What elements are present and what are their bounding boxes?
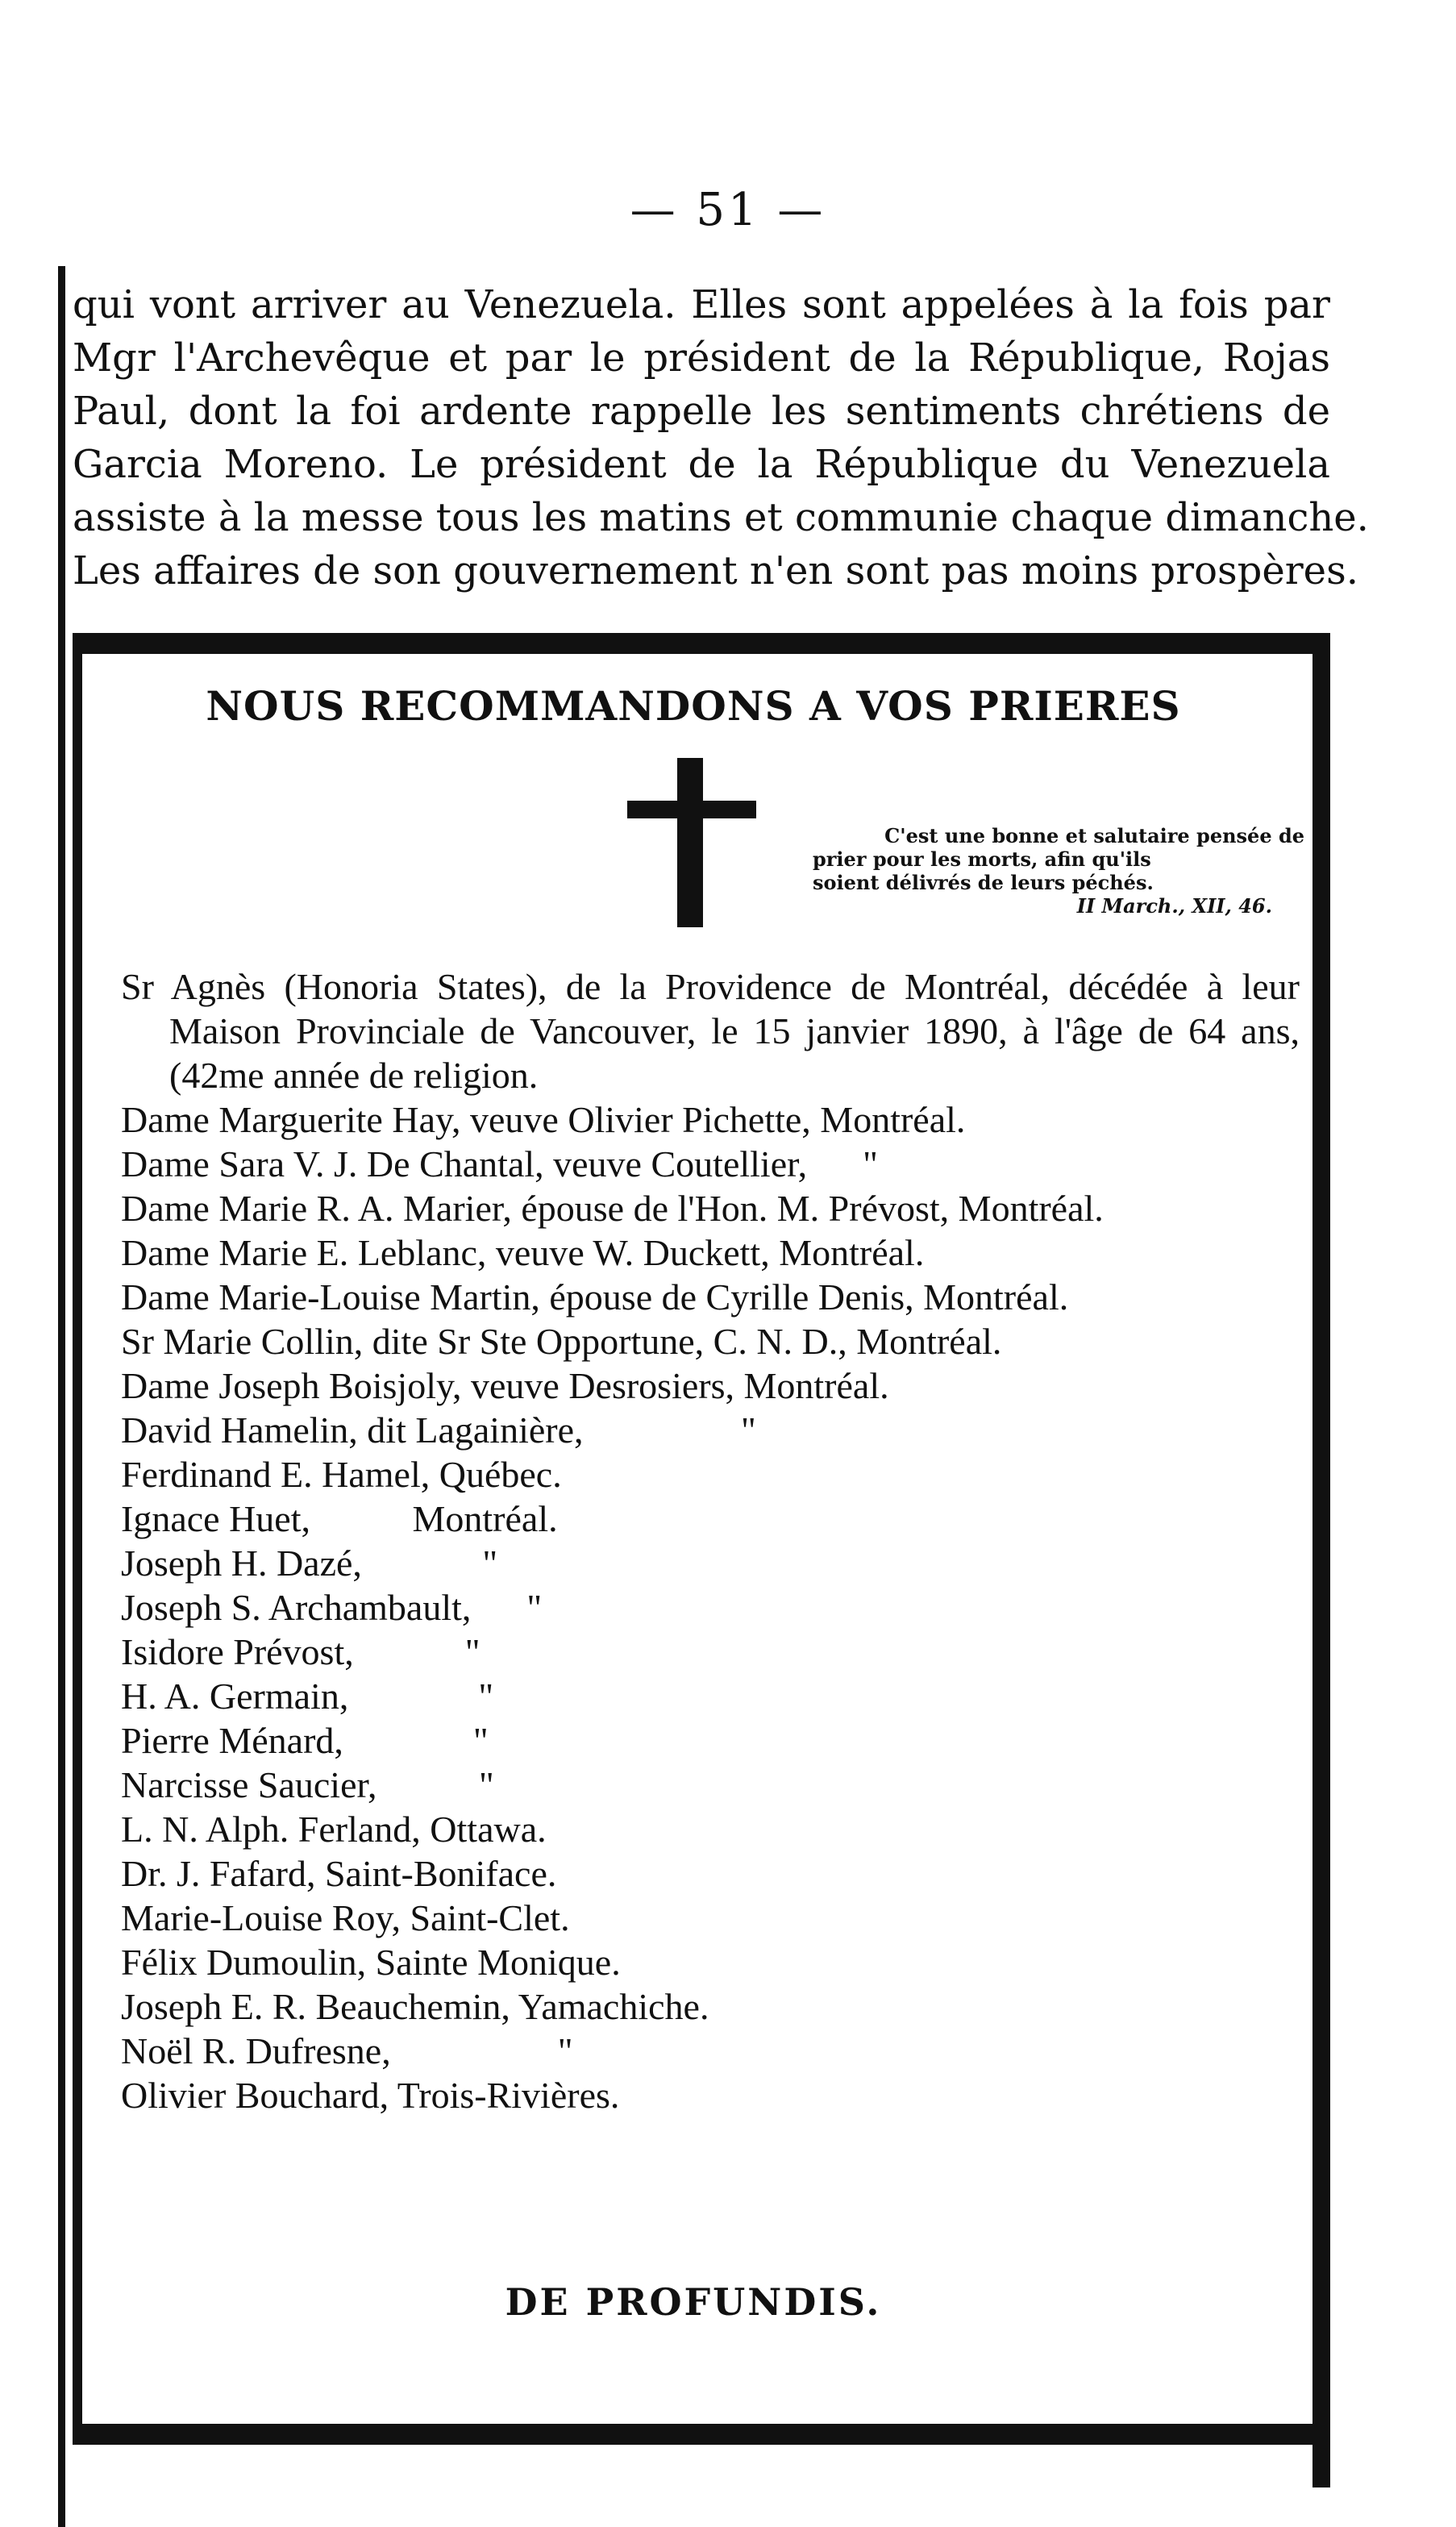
list-item: Sr Marie Collin, dite Sr Ste Opportune, C. N. D., Montréal. — [121, 1321, 1002, 1362]
notice-border-left — [73, 633, 82, 2445]
cross-icon-bar — [627, 801, 756, 818]
page-number: — 51 — — [630, 184, 826, 236]
intro-line: Garcia Moreno. Le président de la République du Venezuela — [73, 442, 1330, 487]
deceased-list — [121, 964, 1300, 2117]
list-item: H. A. Germain, " — [121, 1676, 494, 1717]
quote-line: soient délivrés de leurs péchés. — [813, 871, 1154, 894]
list-item: David Hamelin, dit Lagainière, " — [121, 1409, 756, 1451]
list-item: Joseph E. R. Beauchemin, Yamachiche. — [121, 1986, 709, 2027]
scripture-quote — [774, 824, 1304, 918]
list-item: Dame Sara V. J. De Chantal, veuve Coutellier, " — [121, 1143, 878, 1184]
list-item: Dame Marie-Louise Martin, épouse de Cyrille Denis, Montréal. — [121, 1276, 1069, 1318]
list-item: Isidore Prévost, " — [121, 1631, 480, 1672]
intro-paragraph — [73, 278, 1369, 597]
list-item: Dame Joseph Boisjoly, veuve Desrosiers, Montréal. — [121, 1365, 889, 1406]
list-item: Félix Dumoulin, Sainte Monique. — [121, 1942, 621, 1983]
list-item: Sr Agnès (Honoria States), de la Providence de Montréal, décédée à leur Maison Provinciale de Vancouver, le 15 janvier 1890, à l'âge de 64 ans, (42me année de religion. — [121, 966, 1300, 1096]
list-item: Joseph H. Dazé, " — [121, 1542, 498, 1584]
list-item: Marie-Louise Roy, Saint-Clet. — [121, 1897, 570, 1938]
list-item: L. N. Alph. Ferland, Ottawa. — [121, 1809, 547, 1850]
list-item: Dr. J. Fafard, Saint-Boniface. — [121, 1853, 557, 1894]
intro-line: Mgr l'Archevêque et par le président de la République, Rojas — [73, 335, 1330, 381]
cross-icon — [677, 758, 703, 927]
list-item: Ferdinand E. Hamel, Québec. — [121, 1454, 562, 1495]
notice-border-right — [1312, 633, 1330, 2487]
list-item: Olivier Bouchard, Trois-Rivières. — [121, 2075, 620, 2116]
list-item: Noël R. Dufresne, " — [121, 2030, 573, 2071]
list-item: Dame Marguerite Hay, veuve Olivier Pichette, Montréal. — [121, 1099, 966, 1140]
quote-line: prier pour les morts, afin qu'ils — [813, 847, 1151, 871]
margin-rule — [58, 266, 65, 2527]
list-item: Ignace Huet, Montréal. — [121, 1498, 558, 1539]
notice-border-top — [73, 633, 1330, 654]
quote-line: C'est une bonne et salutaire pensée de — [884, 824, 1304, 847]
list-item: Pierre Ménard, " — [121, 1720, 489, 1761]
notice-border-bottom — [73, 2424, 1330, 2445]
intro-line: Paul, dont la foi ardente rappelle les sentiments chrétiens de — [73, 389, 1330, 434]
closing-heading: DE PROFUNDIS. — [505, 2280, 882, 2324]
intro-line: assiste à la messe tous les matins et communie chaque dimanche. — [73, 495, 1369, 540]
list-item: Joseph S. Archambault, " — [121, 1587, 543, 1628]
intro-line: qui vont arriver au Venezuela. Elles sont appelées à la fois par — [73, 282, 1330, 327]
list-item: Narcisse Saucier, " — [121, 1764, 494, 1805]
list-item: Dame Marie R. A. Marier, épouse de l'Hon. M. Prévost, Montréal. — [121, 1188, 1104, 1229]
notice-title: NOUS RECOMMANDONS A VOS PRIERES — [206, 682, 1181, 730]
quote-reference: II March., XII, 46. — [1076, 894, 1272, 918]
list-item: Dame Marie E. Leblanc, veuve W. Duckett, Montréal. — [121, 1232, 925, 1273]
intro-line: Les affaires de son gouvernement n'en sont pas moins prospères. — [73, 548, 1358, 593]
